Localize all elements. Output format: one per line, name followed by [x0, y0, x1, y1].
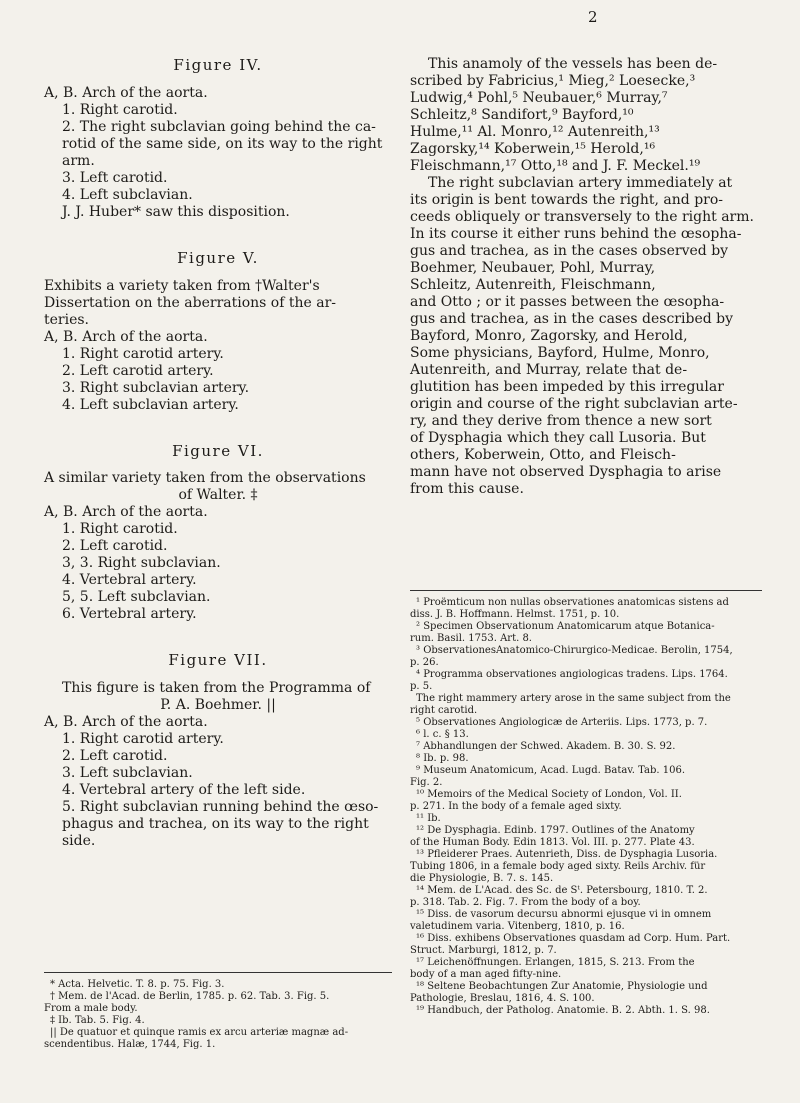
right-column [410, 56, 762, 498]
body-line: Bayford, Monro, Zagorsky, and Herold, [410, 328, 688, 344]
footnote: p. 318. Tab. 2. Fig. 7. From the body of a boy. [410, 897, 641, 908]
figure-iv-line: 2. The right subclavian going behind the ca- [62, 118, 376, 135]
footnote: Struct. Marburgi, 1812, p. 7. [410, 945, 557, 956]
footnote: † Mem. de l'Acad. de Berlin, 1785. p. 62. Tab. 3. Fig. 5. [50, 991, 330, 1002]
figure-v-block [44, 249, 392, 414]
figure-iv-block [44, 56, 392, 221]
body-line: and Otto ; or it passes between the œsopha- [410, 294, 725, 310]
figure-v-line: 1. Right carotid artery. [62, 345, 224, 362]
figure-v-line: A, B. Arch of the aorta. [44, 328, 208, 345]
figure-vi-line: 2. Left carotid. [62, 538, 168, 555]
footnote: From a male body. [44, 1003, 138, 1014]
body-line: others, Koberwein, Otto, and Fleisch- [410, 447, 676, 463]
figure-vii-line: 3. Left subclavian. [62, 765, 193, 781]
figure-vii-line: A, B. Arch of the aorta. [44, 714, 208, 730]
figure-vii-line: This figure is taken from the Programma of [62, 680, 371, 696]
figure-iv-line: 4. Left subclavian. [62, 186, 193, 203]
figure-vii-line: P. A. Boehmer. || [160, 697, 276, 713]
figure-vii-block [44, 651, 392, 850]
body-line: scribed by Fabricius,¹ Mieg,² Loesecke,³ [410, 73, 696, 89]
footnote: ¹⁹ Handbuch, der Patholog. Anatomie. B. 2. Abth. 1. S. 98. [416, 1005, 710, 1016]
figure-vii-line: 4. Vertebral artery of the left side. [62, 782, 306, 798]
body-line: Boehmer, Neubauer, Pohl, Murray, [410, 260, 656, 276]
left-footnotes [44, 964, 392, 1051]
figure-v-line: 3. Right subclavian artery. [62, 379, 250, 396]
footnote: ¹ Proëmticum non nullas observationes anatomicas sistens ad [416, 597, 729, 608]
figure-vi-line: A, B. Arch of the aorta. [44, 504, 208, 521]
footnote: The right mammery artery arose in the same subject from the [416, 693, 731, 704]
footnote: of the Human Body. Edin 1813. Vol. III. p. 277. Plate 43. [410, 837, 695, 848]
footnote: right carotid. [410, 705, 478, 716]
footnote-divider [410, 590, 762, 591]
figure-v-line: 4. Left subclavian artery. [62, 396, 239, 413]
figure-iv-line: rotid of the same side, on its way to the right [62, 135, 383, 152]
footnote: ³ ObservationesAnatomico-Chirurgico-Medicae. Berolin, 1754, [416, 645, 733, 656]
footnote: ¹⁰ Memoirs of the Medical Society of London, Vol. II. [416, 789, 682, 800]
figure-v-line: 2. Left carotid artery. [62, 362, 214, 379]
figure-iv-line: 1. Right carotid. [62, 101, 178, 118]
body-line: ry, and they derive from thence a new sort [410, 413, 712, 429]
footnote: die Physiologie, B. 7. s. 145. [410, 873, 554, 884]
figure-v-line: Exhibits a variety taken from †Walter's [44, 277, 320, 294]
figure-vii-line: 5. Right subclavian running behind the œso- [62, 799, 379, 815]
footnote: ⁹ Museum Anatomicum, Acad. Lugd. Batav. Tab. 106. [416, 765, 686, 776]
body-line: from this cause. [410, 481, 524, 497]
body-line: This anamoly of the vessels has been de- [428, 56, 718, 72]
footnote-divider [44, 972, 392, 973]
figure-vii-line: side. [62, 833, 96, 849]
figure-vii-heading: Figure VII. [168, 651, 268, 670]
body-line: Autenreith, and Murray, relate that de- [410, 362, 688, 378]
footnote: ¹⁶ Diss. exhibens Observationes quasdam ad Corp. Hum. Part. [416, 933, 731, 944]
footnote: rum. Basil. 1753. Art. 8. [410, 633, 532, 644]
page-number: 2 [588, 8, 598, 26]
body-line: Fleischmann,¹⁷ Otto,¹⁸ and J. F. Meckel.¹⁹ [410, 158, 701, 174]
figure-vi-line: 1. Right carotid. [62, 521, 178, 538]
footnote: ¹⁷ Leichenöffnungen. Erlangen, 1815, S. 213. From the [416, 957, 695, 968]
footnote: ¹⁸ Seltene Beobachtungen Zur Anatomie, Physiologie und [416, 981, 708, 992]
body-line: its origin is bent towards the right, and pro- [410, 192, 724, 208]
footnote: scendentibus. Halæ, 1744, Fig. 1. [44, 1039, 216, 1050]
footnote: ⁴ Programma observationes angiologicas tradens. Lips. 1764. [416, 669, 728, 680]
body-line: gus and trachea, as in the cases described by [410, 311, 734, 327]
footnote: p. 5. [410, 681, 433, 692]
figure-vi-line: of Walter. ‡ [178, 487, 258, 504]
body-line: The right subclavian artery immediately at [428, 175, 733, 191]
footnote: Fig. 2. [410, 777, 443, 788]
body-line: Some physicians, Bayford, Hulme, Monro, [410, 345, 710, 361]
footnote: ⁷ Abhandlungen der Schwed. Akadem. B. 30. S. 92. [416, 741, 676, 752]
figure-vii-line: 1. Right carotid artery. [62, 731, 224, 747]
figure-vi-line: 3, 3. Right subclavian. [62, 555, 221, 572]
body-line: of Dysphagia which they call Lusoria. But [410, 430, 706, 446]
footnote: || De quatuor et quinque ramis ex arcu arteriæ magnæ ad- [50, 1027, 349, 1038]
figure-vi-block [44, 442, 392, 624]
figure-vi-line: 6. Vertebral artery. [62, 606, 197, 623]
footnote: ¹⁴ Mem. de L'Acad. des Sc. de Sᵗ. Petersbourg, 1810. T. 2. [416, 885, 708, 896]
footnote: p. 271. In the body of a female aged sixty. [410, 801, 622, 812]
body-line: Hulme,¹¹ Al. Monro,¹² Autenreith,¹³ [410, 124, 660, 140]
figure-iv-line: J. J. Huber* saw this disposition. [62, 203, 290, 220]
figure-v-line: teries. [44, 311, 90, 328]
figure-vi-line: 4. Vertebral artery. [62, 572, 197, 589]
body-line: origin and course of the right subclavian arte- [410, 396, 738, 412]
footnote: ¹¹ Ib. [416, 813, 441, 824]
body-line: Schleitz,⁸ Sandifort,⁹ Bayford,¹⁰ [410, 107, 634, 123]
footnote: valetudinem varia. Vitenberg, 1810, p. 16. [410, 921, 625, 932]
footnote: Tubing 1806, in a female body aged sixty. Reils Archiv. für [410, 861, 706, 872]
figure-vi-line: 5, 5. Left subclavian. [62, 589, 211, 606]
footnote: * Acta. Helvetic. T. 8. p. 75. Fig. 3. [50, 979, 225, 990]
footnote: ‡ Ib. Tab. 5. Fig. 4. [50, 1015, 145, 1026]
footnote: ⁸ Ib. p. 98. [416, 753, 469, 764]
body-line: ceeds obliquely or transversely to the right arm. [410, 209, 754, 225]
right-footnotes [410, 582, 762, 1017]
figure-vi-line: A similar variety taken from the observations [44, 470, 366, 487]
figure-vii-line: 2. Left carotid. [62, 748, 168, 764]
body-line: In its course it either runs behind the œsopha- [410, 226, 742, 242]
left-column [44, 56, 392, 878]
body-line: mann have not observed Dysphagia to arise [410, 464, 722, 480]
footnote: Pathologie, Breslau, 1816, 4. S. 100. [410, 993, 595, 1004]
figure-iv-line: arm. [62, 152, 95, 169]
footnote: ² Specimen Observationum Anatomicarum atque Botanica- [416, 621, 715, 632]
footnote: body of a man aged fifty-nine. [410, 969, 562, 980]
body-line: Schleitz, Autenreith, Fleischmann, [410, 277, 656, 293]
body-line: Ludwig,⁴ Pohl,⁵ Neubauer,⁶ Murray,⁷ [410, 90, 668, 106]
figure-iv-line: 3. Left carotid. [62, 169, 168, 186]
footnote: ¹⁵ Diss. de vasorum decursu abnormi ejusque vi in omnem [416, 909, 712, 920]
body-line: glutition has been impeded by this irregular [410, 379, 724, 395]
figure-v-line: Dissertation on the aberrations of the ar- [44, 294, 337, 311]
footnote: ¹³ Pfleiderer Praes. Autenrieth, Diss. de Dysphagia Lusoria. [416, 849, 718, 860]
figure-vii-line: phagus and trachea, on its way to the right [62, 816, 369, 832]
footnote: diss. J. B. Hoffmann. Helmst. 1751, p. 10. [410, 609, 620, 620]
body-line: Zagorsky,¹⁴ Koberwein,¹⁵ Herold,¹⁶ [410, 141, 656, 157]
footnote: ⁵ Observationes Angiologicæ de Arteriis. Lips. 1773, p. 7. [416, 717, 708, 728]
footnote: p. 26. [410, 657, 439, 668]
figure-v-heading: Figure V. [177, 248, 259, 267]
figure-vi-heading: Figure VI. [172, 441, 264, 460]
footnote: ¹² De Dysphagia. Edinb. 1797. Outlines of the Anatomy [416, 825, 695, 836]
body-paragraph [410, 56, 762, 498]
body-line: gus and trachea, as in the cases observed by [410, 243, 729, 259]
figure-iv-heading: Figure IV. [173, 56, 263, 74]
figure-iv-line: A, B. Arch of the aorta. [44, 84, 208, 101]
footnote: ⁶ l. c. § 13. [416, 729, 469, 740]
